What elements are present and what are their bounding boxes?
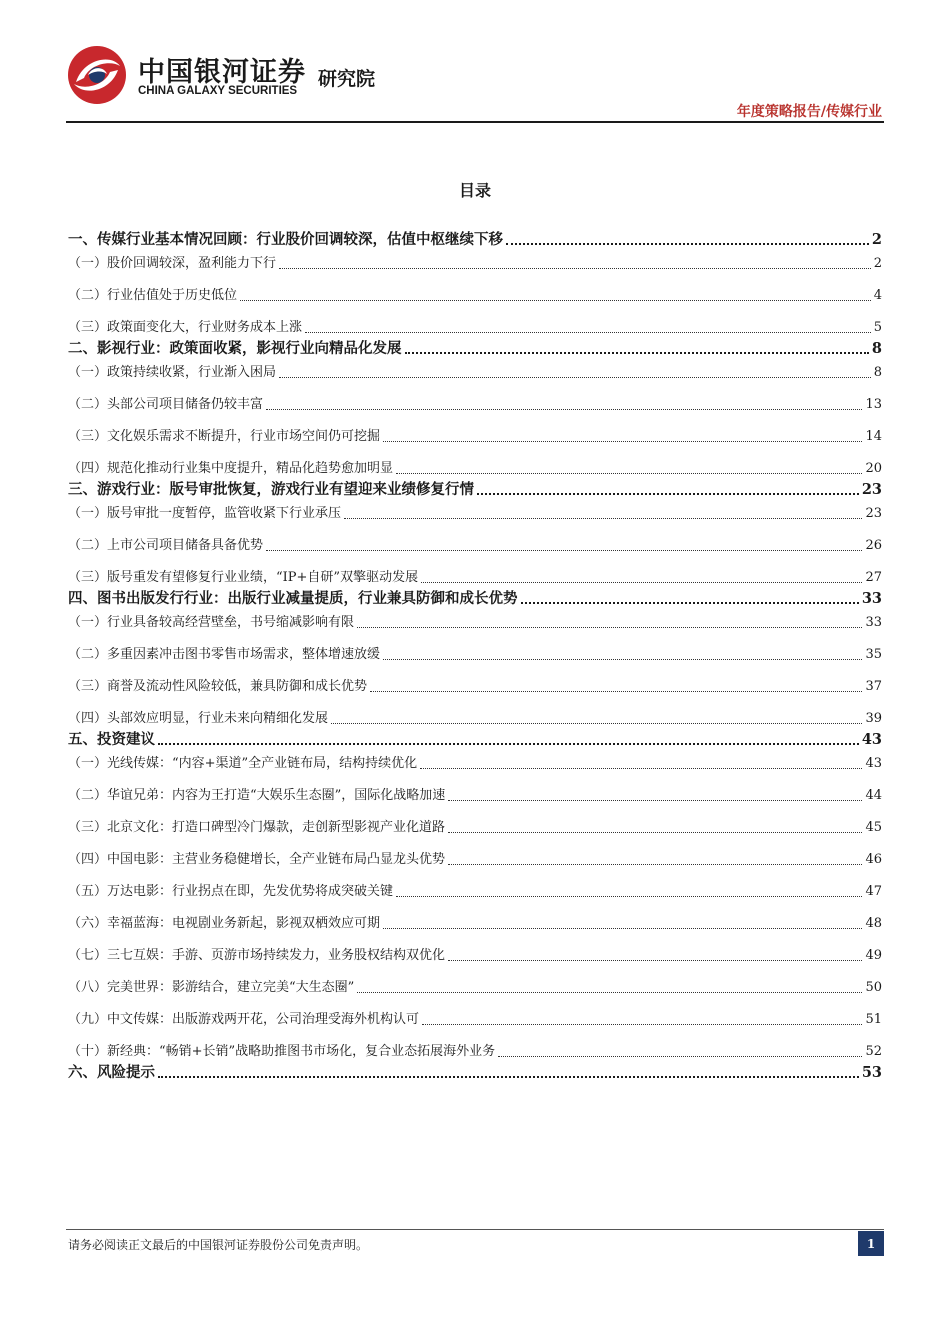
toc-dot-leader (420, 767, 862, 769)
toc-entry-page: 52 (865, 1044, 882, 1059)
toc-entry-label: （二）多重因素冲击图书零售市场需求，整体增速放缓 (68, 647, 381, 662)
toc-entry-label: （三）版号重发有望修复行业业绩，“IP+自研”双擎驱动发展 (68, 570, 419, 585)
toc-spacer (68, 696, 882, 704)
toc-subsection-entry[interactable] (68, 499, 882, 523)
toc-spacer (68, 805, 882, 813)
table-of-contents (68, 228, 882, 1082)
toc-entry-page: 51 (865, 1012, 882, 1027)
toc-dot-leader (344, 517, 862, 519)
toc-dot-leader (477, 492, 859, 495)
brand-name-cn: 中国银河证券 (138, 57, 306, 88)
footer-disclaimer: 请务必阅读正文最后的中国银河证券股份公司免责声明。 (68, 1238, 369, 1252)
toc-entry-page: 53 (861, 1064, 882, 1081)
toc-dot-leader (158, 742, 859, 745)
toc-subsection-entry[interactable] (68, 640, 882, 664)
toc-dot-leader (448, 863, 862, 865)
toc-entry-page: 14 (865, 429, 882, 444)
toc-dot-leader (521, 601, 859, 604)
toc-entry-page: 49 (865, 948, 882, 963)
toc-dot-leader (331, 722, 862, 724)
toc-subsection-entry[interactable] (68, 672, 882, 696)
header-divider (66, 121, 884, 123)
toc-dot-leader (448, 799, 862, 801)
toc-dot-leader (240, 299, 871, 301)
brand-name-en: CHINA GALAXY SECURITIES (138, 85, 298, 97)
toc-entry-page: 45 (865, 820, 882, 835)
toc-entry-label: （三）文化娱乐需求不断提升，行业市场空间仍可挖掘 (68, 429, 381, 444)
toc-spacer (68, 414, 882, 422)
toc-dot-leader (279, 376, 871, 378)
toc-entry-label: 一、传媒行业基本情况回顾：行业股价回调较深，估值中枢继续下移 (68, 231, 503, 248)
toc-dot-leader (158, 1075, 859, 1078)
toc-dot-leader (383, 440, 862, 442)
toc-entry-label: （十）新经典：“畅销+长销”战略助推图书市场化，复合业态拓展海外业务 (68, 1044, 496, 1059)
toc-dot-leader (305, 331, 871, 333)
footer-divider (66, 1229, 884, 1230)
toc-entry-label: （二）行业估值处于历史低位 (68, 288, 238, 303)
toc-dot-leader (383, 927, 862, 929)
report-type: 年度策略报告/传媒行业 (736, 104, 882, 120)
toc-entry-label: （一）光线传媒：“内容+渠道”全产业链布局，结构持续优化 (68, 756, 418, 771)
toc-dot-leader (279, 267, 871, 269)
toc-dot-leader (421, 581, 862, 583)
toc-entry-page: 2 (873, 256, 882, 271)
toc-entry-page: 35 (865, 647, 882, 662)
toc-entry-label: 四、图书出版发行行业：出版行业减量提质，行业兼具防御和成长优势 (68, 590, 518, 607)
toc-spacer (68, 933, 882, 941)
toc-subsection-entry[interactable] (68, 909, 882, 933)
toc-entry-page: 23 (865, 506, 882, 521)
toc-dot-leader (266, 549, 862, 551)
toc-entry-page: 23 (861, 481, 882, 498)
toc-entry-label: （三）政策面变化大，行业财务成本上涨 (68, 320, 303, 335)
toc-subsection-entry[interactable] (68, 358, 882, 382)
toc-section-entry[interactable] (68, 728, 882, 749)
toc-entry-label: （六）幸福蓝海：电视剧业务新起，影视双栖效应可期 (68, 916, 381, 931)
page-header (0, 0, 950, 125)
toc-spacer (68, 1029, 882, 1037)
toc-section-entry[interactable] (68, 587, 882, 608)
toc-dot-leader (448, 959, 862, 961)
toc-section-entry[interactable] (68, 337, 882, 358)
toc-subsection-entry[interactable] (68, 1037, 882, 1061)
toc-subsection-entry[interactable] (68, 781, 882, 805)
toc-entry-page: 5 (873, 320, 882, 335)
toc-entry-label: （九）中文传媒：出版游戏两开花，公司治理受海外机构认可 (68, 1012, 420, 1027)
toc-subsection-entry[interactable] (68, 845, 882, 869)
toc-entry-page: 13 (865, 397, 882, 412)
toc-dot-leader (448, 831, 862, 833)
toc-section-entry[interactable] (68, 478, 882, 499)
toc-entry-label: （八）完美世界：影游结合，建立完美“大生态圈” (68, 980, 355, 995)
toc-dot-leader (266, 408, 862, 410)
toc-entry-label: （五）万达电影：行业拐点在即，先发优势将成突破关键 (68, 884, 394, 899)
toc-entry-label: （七）三七互娱：手游、页游市场持续发力，业务股权结构双优化 (68, 948, 446, 963)
toc-entry-page: 33 (861, 590, 882, 607)
toc-subsection-entry[interactable] (68, 973, 882, 997)
toc-entry-label: 二、影视行业：政策面收紧，影视行业向精品化发展 (68, 340, 402, 357)
toc-entry-label: （四）头部效应明显，行业未来向精细化发展 (68, 711, 329, 726)
toc-title: 目录 (458, 181, 491, 200)
toc-entry-label: （二）头部公司项目储备仍较丰富 (68, 397, 264, 412)
toc-entry-page: 20 (865, 461, 882, 476)
toc-entry-page: 46 (865, 852, 882, 867)
toc-subsection-entry[interactable] (68, 941, 882, 965)
toc-spacer (68, 997, 882, 1005)
toc-entry-label: （三）北京文化：打造口碑型冷门爆款，走创新型影视产业化道路 (68, 820, 446, 835)
toc-dot-leader (357, 626, 862, 628)
toc-dot-leader (396, 895, 862, 897)
toc-entry-label: 三、游戏行业：版号审批恢复，游戏行业有望迎来业绩修复行情 (68, 481, 474, 498)
toc-spacer (68, 632, 882, 640)
toc-entry-page: 27 (865, 570, 882, 585)
toc-entry-page: 50 (865, 980, 882, 995)
toc-spacer (68, 773, 882, 781)
toc-subsection-entry[interactable] (68, 877, 882, 901)
toc-entry-page: 8 (873, 365, 882, 380)
toc-subsection-entry[interactable] (68, 813, 882, 837)
toc-dot-leader (357, 991, 862, 993)
toc-spacer (68, 273, 882, 281)
toc-subsection-entry[interactable] (68, 422, 882, 446)
toc-section-entry[interactable] (68, 228, 882, 249)
toc-subsection-entry[interactable] (68, 390, 882, 414)
toc-entry-label: （三）商誉及流动性风险较低，兼具防御和成长优势 (68, 679, 368, 694)
toc-section-entry[interactable] (68, 1061, 882, 1082)
toc-entry-page: 2 (871, 231, 882, 248)
toc-dot-leader (383, 658, 862, 660)
toc-entry-page: 43 (865, 756, 882, 771)
toc-dot-leader (405, 351, 869, 354)
toc-entry-label: 五、投资建议 (68, 731, 155, 748)
toc-spacer (68, 965, 882, 973)
toc-dot-leader (370, 690, 862, 692)
toc-entry-label: （一）行业具备较高经营壁垒，书号缩减影响有限 (68, 615, 355, 630)
toc-dot-leader (506, 242, 869, 245)
toc-subsection-entry[interactable] (68, 704, 882, 728)
toc-entry-page: 48 (865, 916, 882, 931)
toc-entry-label: （二）上市公司项目储备具备优势 (68, 538, 264, 553)
toc-entry-label: （二）华谊兄弟：内容为王打造“大娱乐生态圈”，国际化战略加速 (68, 788, 446, 803)
toc-spacer (68, 305, 882, 313)
toc-entry-page: 4 (873, 288, 882, 303)
toc-entry-label: （四）中国电影：主营业务稳健增长，全产业链布局凸显龙头优势 (68, 852, 446, 867)
toc-subsection-entry[interactable] (68, 249, 882, 273)
toc-entry-page: 44 (865, 788, 882, 803)
toc-entry-label: （一）股价回调较深，盈利能力下行 (68, 256, 277, 271)
toc-subsection-entry[interactable] (68, 749, 882, 773)
toc-spacer (68, 446, 882, 454)
toc-entry-label: （一）政策持续收紧，行业渐入困局 (68, 365, 277, 380)
toc-spacer (68, 869, 882, 877)
toc-subsection-entry[interactable] (68, 1005, 882, 1029)
toc-spacer (68, 555, 882, 563)
toc-entry-page: 47 (865, 884, 882, 899)
toc-subsection-entry[interactable] (68, 281, 882, 305)
toc-entry-page: 39 (865, 711, 882, 726)
toc-dot-leader (498, 1055, 862, 1057)
toc-subsection-entry[interactable] (68, 313, 882, 337)
toc-spacer (68, 901, 882, 909)
toc-dot-leader (422, 1023, 862, 1025)
toc-subsection-entry[interactable] (68, 563, 882, 587)
toc-spacer (68, 523, 882, 531)
toc-entry-page: 43 (861, 731, 882, 748)
page-number: 1 (858, 1231, 884, 1256)
toc-spacer (68, 382, 882, 390)
toc-entry-page: 33 (865, 615, 882, 630)
toc-subsection-entry[interactable] (68, 608, 882, 632)
galaxy-logo-icon (66, 44, 128, 106)
toc-dot-leader (396, 472, 862, 474)
toc-entry-label: （四）规范化推动行业集中度提升，精品化趋势愈加明显 (68, 461, 394, 476)
institute-name: 研究院 (318, 68, 376, 90)
toc-entry-page: 37 (865, 679, 882, 694)
toc-spacer (68, 664, 882, 672)
toc-subsection-entry[interactable] (68, 531, 882, 555)
toc-spacer (68, 837, 882, 845)
toc-entry-label: 六、风险提示 (68, 1064, 155, 1081)
toc-entry-page: 26 (865, 538, 882, 553)
toc-subsection-entry[interactable] (68, 454, 882, 478)
toc-entry-label: （一）版号审批一度暂停，监管收紧下行业承压 (68, 506, 342, 521)
toc-entry-page: 8 (871, 340, 882, 357)
